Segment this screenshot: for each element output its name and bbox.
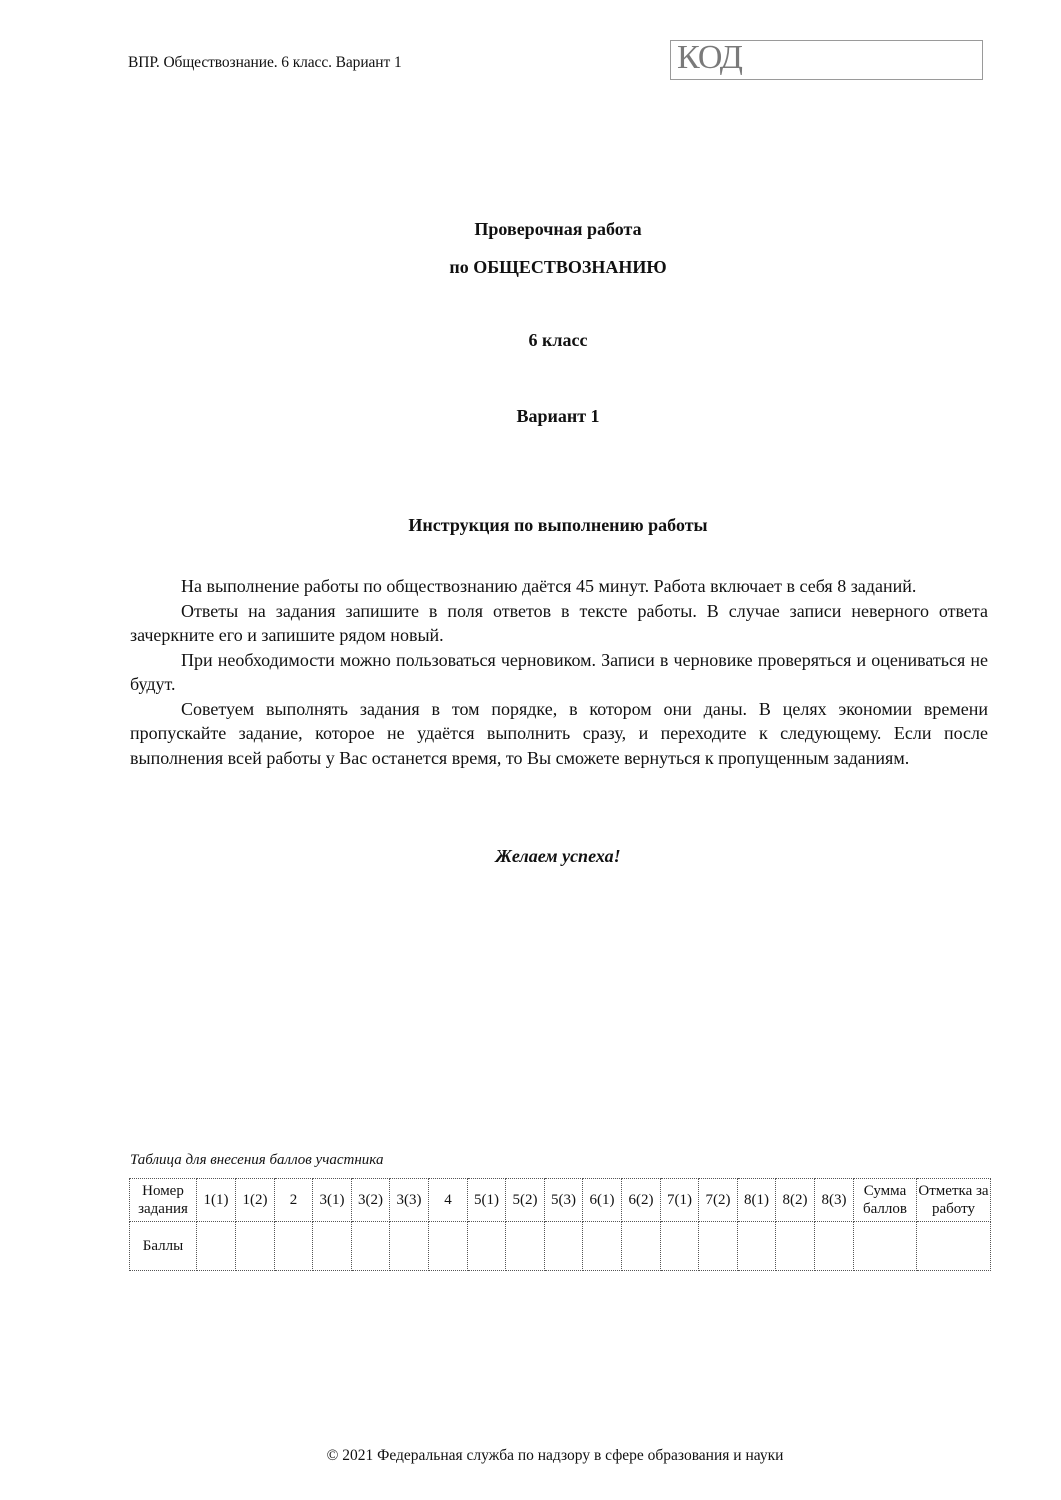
- code-field[interactable]: [670, 40, 983, 80]
- task-cell: 5(1): [468, 1179, 506, 1222]
- instruction-paragraph: Советуем выполнять задания в том порядке, в котором они даны. В целях экономии времени пропускайте задание, которое не удаётся выполнить сразу, и переходите к следующему. Если после выполнения всей работы у Вас останется время, то Вы сможете вернуться к пропущенным заданиям.: [130, 698, 988, 768]
- score-input-cell[interactable]: [352, 1222, 390, 1271]
- task-cell: 1(1): [197, 1179, 236, 1222]
- score-input-cell[interactable]: [622, 1222, 661, 1271]
- task-cell: 8(2): [776, 1179, 815, 1222]
- score-input-cell[interactable]: [776, 1222, 815, 1271]
- good-luck-wish: Желаем успеха!: [495, 846, 621, 866]
- score-input-cell[interactable]: [506, 1222, 545, 1271]
- score-input-cell[interactable]: [236, 1222, 275, 1271]
- score-input-cell[interactable]: [583, 1222, 622, 1271]
- task-cell: 6(1): [583, 1179, 622, 1222]
- task-cell: 8(3): [815, 1179, 854, 1222]
- task-cell: 1(2): [236, 1179, 275, 1222]
- scores-header: Баллы: [130, 1222, 197, 1271]
- task-cell: 7(2): [699, 1179, 738, 1222]
- grade-input-cell[interactable]: [917, 1222, 991, 1271]
- score-input-cell[interactable]: [313, 1222, 352, 1271]
- task-cell: 8(1): [738, 1179, 776, 1222]
- score-input-cell[interactable]: [468, 1222, 506, 1271]
- score-input-cell[interactable]: [545, 1222, 583, 1271]
- task-cell: 3(2): [352, 1179, 390, 1222]
- task-number-header: Номер задания: [130, 1179, 197, 1222]
- task-cell: 3(3): [390, 1179, 429, 1222]
- score-input-cell[interactable]: [275, 1222, 313, 1271]
- copyright-footer: © 2021 Федеральная служба по надзору в сфере образования и науки: [326, 1447, 784, 1464]
- task-cell: 6(2): [622, 1179, 661, 1222]
- task-number-row: [130, 1179, 991, 1222]
- sum-input-cell[interactable]: [854, 1222, 917, 1271]
- sum-header: Сумма баллов: [854, 1179, 917, 1222]
- instructions-body: [130, 574, 988, 770]
- variant-title: Вариант 1: [516, 406, 600, 426]
- task-cell: 5(3): [545, 1179, 583, 1222]
- score-table: [129, 1178, 991, 1271]
- score-input-cell[interactable]: [699, 1222, 738, 1271]
- task-cell: 4: [429, 1179, 468, 1222]
- title-line-2: по ОБЩЕСТВОЗНАНИЮ: [449, 257, 667, 277]
- task-cell: 2: [275, 1179, 313, 1222]
- instruction-paragraph: На выполнение работы по обществознанию даётся 45 минут. Работа включает в себя 8 заданий.: [181, 576, 917, 596]
- instruction-paragraph: При необходимости можно пользоваться черновиком. Записи в черновике проверяться и оцениваться не будут.: [130, 649, 988, 694]
- task-cell: 5(2): [506, 1179, 545, 1222]
- score-input-cell[interactable]: [815, 1222, 854, 1271]
- instructions-heading: Инструкция по выполнению работы: [408, 515, 708, 535]
- score-table-caption: Таблица для внесения баллов участника: [130, 1152, 384, 1168]
- score-input-cell[interactable]: [661, 1222, 699, 1271]
- instruction-paragraph: Ответы на задания запишите в поля ответов в тексте работы. В случае записи неверного ответа зачеркните его и запишите рядом новый.: [130, 600, 988, 645]
- task-cell: 7(1): [661, 1179, 699, 1222]
- code-label: КОД: [677, 39, 742, 76]
- scores-row: [130, 1222, 991, 1271]
- running-title: ВПР. Обществознание. 6 класс. Вариант 1: [128, 54, 402, 71]
- title-line-1: Проверочная работа: [474, 219, 642, 239]
- score-input-cell[interactable]: [738, 1222, 776, 1271]
- score-input-cell[interactable]: [197, 1222, 236, 1271]
- grade-title: 6 класс: [528, 330, 588, 350]
- score-input-cell[interactable]: [390, 1222, 429, 1271]
- score-input-cell[interactable]: [429, 1222, 468, 1271]
- task-cell: 3(1): [313, 1179, 352, 1222]
- grade-header: Отметка за работу: [917, 1179, 991, 1222]
